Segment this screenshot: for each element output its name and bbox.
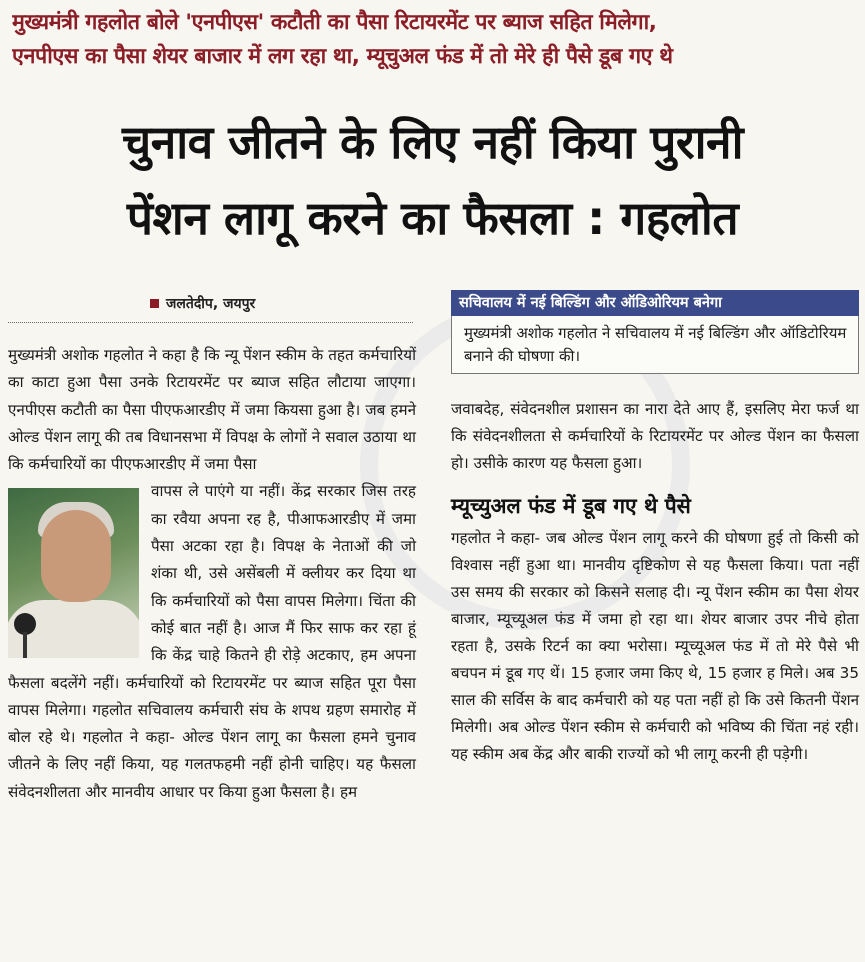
byline: [150, 294, 255, 313]
kicker-block: [0, 0, 865, 100]
subheading: म्यूच्युअल फंड में डूब गए थे पैसे: [451, 493, 691, 518]
article-paragraph-right-1: जवाबदेह, संवेदनशील प्रशासन का नारा देते आए हैं, इसलिए मेरा फर्ज था कि संवेदनशीलता से कर्मचारियों के रिटायरमेंट पर ओल्ड पेंशन का फैसला हो। उसीके कारण यह फैसला हुआ।: [451, 400, 859, 472]
byline-square-icon: [150, 299, 159, 308]
article-paragraph-right-2: गहलोत ने कहा- जब ओल्ड पेंशन लागू करने की घोषणा हुई तो किसी को विश्वास नहीं हुआ था। मानवीय दृष्टिकोण से यह फैसला किया। पता नहीं उस समय की सरकार को किसने सलाह दी। न्यू पेंशन स्कीम का पैसा शेयर बाजार, म्यूच्यूअल फंड में जमा हो रहा था। शेयर बाजार उपर नीचे होता रहता है, उसके रिटर्न का क्या भरोसा। म्यूच्यूअल फंड में तो मेरे पैसे भी बचपन मं डूब गए थें। 15 हजार जमा किए थे, 15 हजार ह मिले। अब 35 साल की सर्विस के बाद कर्मचारी को यह पता नहीं हो कि उसे कितनी पेंशन मिलेगी। अब ओल्ड पेंशन स्कीम से कर्मचारी को भविष्य की चिंता नहं रही। यह स्कीम अब केंद्र और बाकी राज्यों को भी लागू करनी ही पड़ेगी।: [451, 528, 859, 763]
byline-text: जलतेदीप, जयपुर: [166, 296, 256, 312]
kicker-line-1: मुख्यमंत्री गहलोत बोले 'एनपीएस' कटौती का पैसा रिटायरमेंट पर ब्याज सहित मिलेगा,: [12, 10, 657, 35]
sidebar-box: [451, 290, 859, 374]
gehlot-photo: [8, 488, 139, 658]
article-paragraph-intro: मुख्यमंत्री अशोक गहलोत ने कहा है कि न्यू पेंशन स्कीम के तहत कर्मचारियों का काटा हुआ पैसा उनके रिटायरमेंट पर ब्याज सहित लौटाया जाएगा। एनपीएस कटौती का पैसा पीएफआरडीए में जमा कियसा हुआ है। जब हमने ओल्ड पेंशन लागू की तब विधानसभा में विपक्ष के लोगों ने सवाल उठाया था कि कर्मचारियों का पीएफआरडीए में जमा पैसा: [8, 346, 416, 474]
dotted-divider: [8, 322, 413, 323]
sidebar-box-title: सचिवालय में नई बिल्डिंग और ऑडिओरियम बनेगा: [451, 290, 859, 316]
headline-line-2: पेंशन लागू करने का फैसला : गहलोत: [126, 191, 739, 245]
sidebar-box-text: मुख्यमंत्री अशोक गहलोत ने सचिवालय में नई बिल्डिंग और ऑडिटोरियम बनाने की घोषणा की।: [451, 316, 859, 374]
headline: [0, 104, 865, 256]
right-column: [451, 290, 859, 768]
headline-line-1: चुनाव जीतने के लिए नहीं किया पुरानी: [122, 115, 743, 169]
kicker-line-2: एनपीएस का पैसा शेयर बाजार में लग रहा था, म्यूचुअल फंड में तो मेरे ही पैसे डूब गए थे: [12, 44, 673, 69]
left-column: [8, 342, 416, 806]
article-paragraph-continued: वापस ले पाएंगे या नहीं। केंद्र सरकार जिस तरह का रवैया अपना रह है, पीआफआरडीए में जमा पैसा अटका रहा है। विपक्ष के नेताओं की जो शंका थी, उसे असेंबली में क्लीयर कर दिया था कि कर्मचारियों को पैसा वापस मिलेगा। चिंता की कोई बात नहीं है। आज मैं फिर साफ कर रहा हूं कि केंद्र चाहे कितने ही रोड़े अटकाए, हम अपना फैसला बदलेंगे नहीं। कर्मचारियों को रिटायरमेंट पर ब्याज सहित पूरा पैसा वापस मिलेगा। गहलोत सचिवालय कर्मचारी संघ के शपथ ग्रहण समारोह में बोल रहे थे। गहलोत ने कहा- ओल्ड पेंशन लागू का फैसला हमने चुनाव जीतने के लिए नहीं किया, यह गलतफहमी नहीं होनी चाहिए। यह फैसला संवेदनशीलता और मानवीय आधार पर किया हुआ फैसला है। हम: [8, 482, 416, 801]
